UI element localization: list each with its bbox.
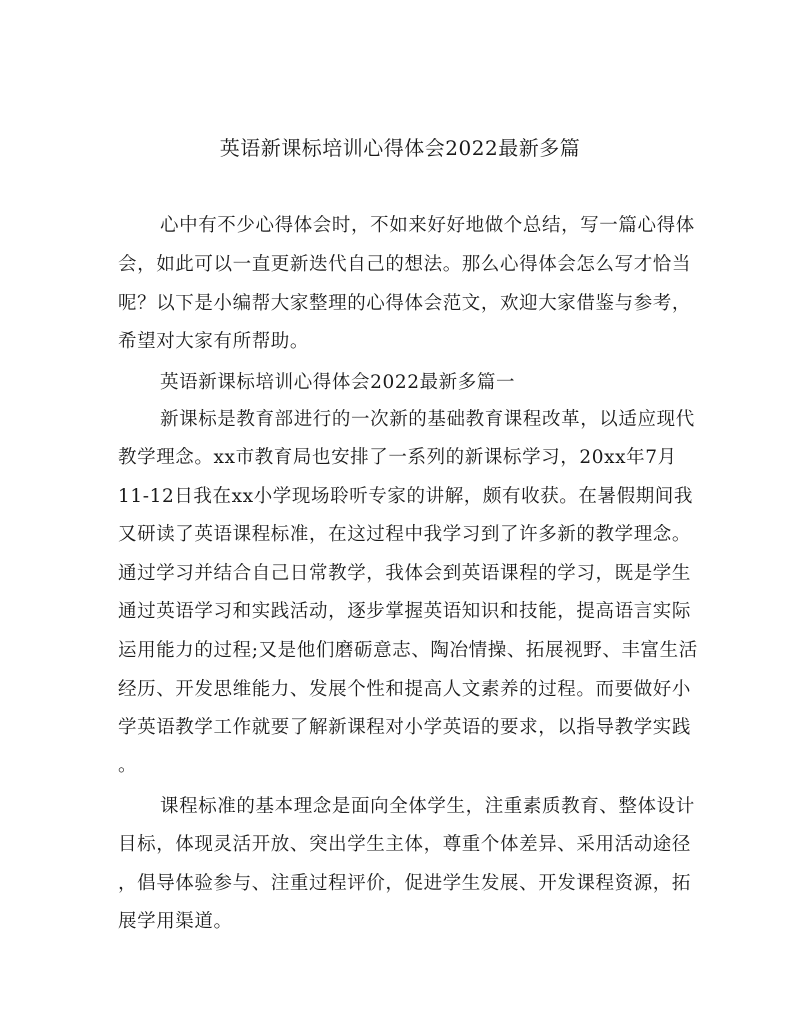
paragraph-line: 。 bbox=[118, 755, 138, 776]
paragraph-line: 新课标是教育部进行的一次新的基础教育课程改革，以适应现代 bbox=[160, 409, 695, 430]
paragraph-line: 通过学习并结合自己日常教学，我体会到英语课程的学习，既是学生 bbox=[118, 563, 692, 584]
paragraph-line: 目标，体现灵活开放、突出学生主体，尊重个体差异、采用活动途径 bbox=[118, 834, 692, 855]
paragraph-line: 运用能力的过程;又是他们磨砺意志、陶冶情操、拓展视野、丰富生活 bbox=[118, 640, 698, 661]
paragraph-line: 希望对大家有所帮助。 bbox=[118, 331, 310, 352]
document-title: 英语新课标培训心得体会2022最新多篇 bbox=[219, 136, 581, 160]
paragraph-line: 通过英语学习和实践活动，逐步掌握英语知识和技能，提高语言实际 bbox=[118, 601, 692, 622]
paragraph-line: 教学理念。xx市教育局也安排了一系列的新课标学习，20xx年7月 bbox=[118, 447, 677, 468]
section-heading: 英语新课标培训心得体会2022最新多篇一 bbox=[160, 372, 516, 393]
paragraph-line: 11-12日我在xx小学现场聆听专家的讲解，颇有收获。在暑假期间我 bbox=[118, 486, 694, 507]
paragraph-line: 呢？以下是小编帮大家整理的心得体会范文，欢迎大家借鉴与参考， bbox=[118, 293, 692, 314]
paragraph-line: 会，如此可以一直更新迭代自己的想法。那么心得体会怎么写才恰当 bbox=[118, 254, 692, 275]
paragraph-line: 课程标准的基本理念是面向全体学生，注重素质教育、整体设计 bbox=[160, 796, 695, 817]
paragraph-line: 学英语教学工作就要了解新课程对小学英语的要求，以指导教学实践 bbox=[118, 717, 692, 738]
paragraph-line: ，倡导体验参与、注重过程评价，促进学生发展、开发课程资源，拓 bbox=[118, 873, 692, 894]
paragraph-line: 又研读了英语课程标准，在这过程中我学习到了许多新的教学理念。 bbox=[118, 524, 692, 545]
paragraph-line: 心中有不少心得体会时，不如来好好地做个总结，写一篇心得体 bbox=[160, 215, 695, 236]
paragraph-line: 展学用渠道。 bbox=[118, 911, 233, 932]
paragraph-line: 经历、开发思维能力、发展个性和提高人文素养的过程。而要做好小 bbox=[118, 679, 692, 700]
